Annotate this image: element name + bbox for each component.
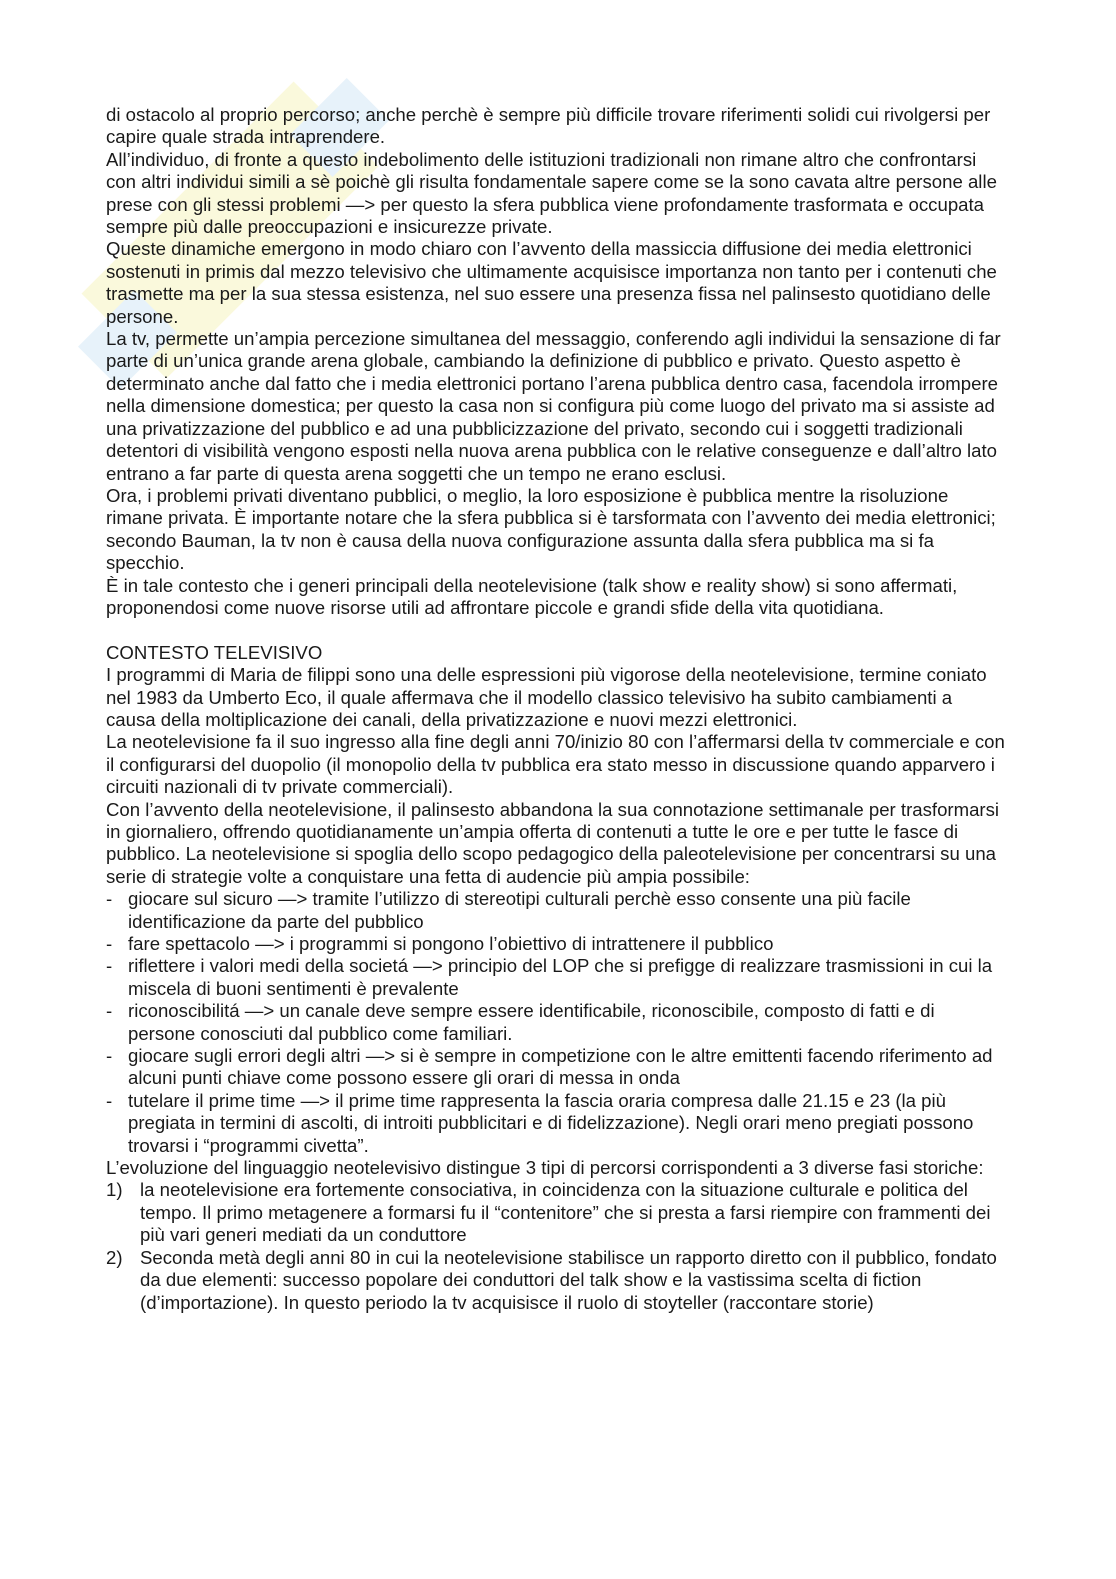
paragraph: È in tale contesto che i generi principali della neotelevisione (talk show e reality show) si sono affermati, proponendosi come nuove risorse utili ad affrontare piccole e grandi sfide della vita quotidiana.: [106, 574, 958, 618]
list-item-text: giocare sul sicuro —> tramite l’utilizzo di stereotipi culturali perchè esso consente una più facile identificazione da parte del pubblico: [128, 888, 911, 932]
dash-marker: -: [106, 933, 113, 955]
document-page: [106, 104, 1006, 1314]
list-item-text: Seconda metà degli anni 80 in cui la neotelevisione stabilisce un rapporto diretto con il pubblico, fondato da due elementi: successo popolare dei conduttori del talk show e la vastissima scelta di fiction (d’importazione). In questo periodo la tv acquisisce il ruolo di stoyteller (raccontare storie): [140, 1246, 997, 1313]
list-item-text: riconoscibilitá —> un canale deve sempre essere identificabile, riconoscibile, composto di fatti e di persone conosciuti dal pubblico come familiari.: [128, 1000, 935, 1044]
list-item-text: giocare sugli errori degli altri —> si è sempre in competizione con le altre emittenti facendo riferimento ad alcuni punti chiave come possono essere gli orari di messa in onda: [128, 1045, 993, 1089]
list-item: [106, 955, 1006, 1000]
number-marker: 2): [106, 1246, 123, 1268]
dash-marker: -: [106, 888, 113, 910]
paragraph: Queste dinamiche emergono in modo chiaro con l’avvento della massiccia diffusione dei media elettronici sostenuti in primis dal mezzo televisivo che ultimamente acquisisce importanza non tanto per i contenuti che trasmette ma per la sua stessa esistenza, nel suo essere una presenza fissa nel palinsesto quotidiano delle persone.: [106, 238, 997, 327]
paragraph: L’evoluzione del linguaggio neotelevisivo distingue 3 tipi di percorsi corrispondenti a 3 diverse fasi storiche:: [106, 1157, 984, 1179]
strategy-list: [106, 888, 1006, 1157]
list-item: [106, 1179, 1006, 1246]
dash-marker: -: [106, 1089, 113, 1111]
list-item: [106, 1090, 1006, 1157]
dash-marker: -: [106, 1000, 113, 1022]
list-item: [106, 1045, 1006, 1090]
list-item-text: fare spettacolo —> i programmi si pongono l’obiettivo di intrattenere il pubblico: [128, 933, 774, 955]
list-item-text: riflettere i valori medi della societá —> principio del LOP che si prefigge di realizzare trasmissioni in cui la miscela di buoni sentimenti è prevalente: [128, 955, 993, 999]
paragraph: di ostacolo al proprio percorso; anche perchè è sempre più difficile trovare riferimenti solidi cui rivolgersi per capire quale strada intraprendere.: [106, 104, 991, 148]
paragraph: Ora, i problemi privati diventano pubblici, o meglio, la loro esposizione è pubblica mentre la risoluzione rimane privata. È importante notare che la sfera pubblica si è tarsformata con l’avvento dei media elettronici; secondo Bauman, la tv non è causa della nuova configurazione assunta dalla sfera pubblica ma si fa specchio.: [106, 484, 996, 574]
section-heading: CONTESTO TELEVISIVO: [106, 641, 323, 663]
list-item: [106, 933, 1006, 955]
dash-marker: -: [106, 1045, 113, 1067]
phases-list: [106, 1179, 1006, 1313]
paragraph: La tv, permette un’ampia percezione simultanea del messaggio, conferendo agli individui la sensazione di far parte di un’unica grande arena globale, cambiando la definizione di pubblico e privato. Questo aspetto è determinato anche dal fatto che i media elettronici portano l’arena pubblica dentro casa, facendola irrompere nella dimensione domestica; per questo la casa non si configura più come luogo del privato ma si assiste ad una privatizzazione del pubblico e ad una pubblicizzazione del privato, secondo cui i soggetti tradizionali detentori di visibilità vengono esposti nella nuova arena pubblica con le relative conseguenze e dall’altro lato entrano a far parte di questa arena soggetti che un tempo ne erano esclusi.: [106, 328, 1001, 484]
paragraph: I programmi di Maria de filippi sono una delle espressioni più vigorose della neotelevisione, termine coniato nel 1983 da Umberto Eco, il quale affermava che il modello classico televisivo ha subito cambiamenti a causa della moltiplicazione dei canali, della privatizzazione e nuovi mezzi elettronici.: [106, 664, 987, 730]
list-item: [106, 888, 1006, 933]
dash-marker: -: [106, 955, 113, 977]
list-item-text: la neotelevisione era fortemente consociativa, in coincidenza con la situazione culturale e politica del tempo. Il primo metagenere a formarsi fu il “contenitore” che si presta a farsi riempire con frammenti dei più vari generi mediati da un conduttore: [140, 1179, 991, 1246]
list-item: [106, 1000, 1006, 1045]
paragraph: All’individuo, di fronte a questo indebolimento delle istituzioni tradizionali non rimane altro che confrontarsi con altri individui simili a sè poichè gli risulta fondamentale sapere come se la sono cavata altre persone alle prese con gli stessi problemi —> per questo la sfera pubblica viene profondamente trasformata e occupata sempre più dalle preoccupazioni e insicurezze private.: [106, 148, 997, 238]
paragraph: Con l’avvento della neotelevisione, il palinsesto abbandona la sua connotazione settimanale per trasformarsi in giornaliero, offrendo quotidianamente un’ampia offerta di contenuti a tutte le ore e per tutte le fasce di pubblico. La neotelevisione si spoglia dello scopo pedagogico della paleotelevisione per concentrarsi su una serie di strategie volte a conquistare una fetta di audencie più ampia possibile:: [106, 798, 1000, 887]
list-item: [106, 1247, 1006, 1314]
paragraph: La neotelevisione fa il suo ingresso alla fine degli anni 70/inizio 80 con l’affermarsi della tv commerciale e con il configurarsi del duopolio (il monopolio della tv pubblica era stato messo in discussione quando apparvero i circuiti nazionali di tv private commerciali).: [106, 731, 1005, 798]
number-marker: 1): [106, 1179, 123, 1201]
list-item-text: tutelare il prime time —> il prime time rappresenta la fascia oraria compresa dalle 21.15 e 23 (la più pregiata in termini di ascolti, di introiti pubblicitari e di fidelizzazione). Negli orari meno pregiati possono trovarsi i “programmi civetta”.: [128, 1089, 974, 1156]
